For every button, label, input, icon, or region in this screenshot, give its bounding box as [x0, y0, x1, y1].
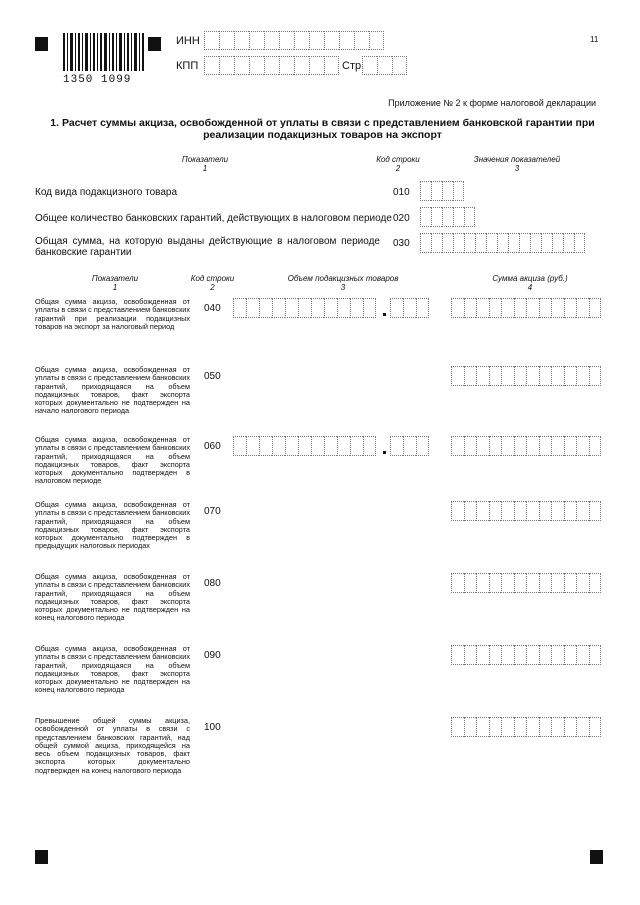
- row-020-label: Общее количество банковских гарантий, действующих в налоговом периоде: [35, 213, 392, 224]
- row-090-label: Общая сумма акциза, освобожденная от уплаты в связи с представлением банковских гарантий, приходящаяся на объем подакцизных товаров, факт экспорта которых документально не подтвержден на конец налогового периода: [35, 644, 190, 695]
- row-090-code: 090: [204, 650, 221, 661]
- kpp-label: КПП: [176, 60, 199, 72]
- page-number-cells[interactable]: [362, 56, 407, 75]
- section-title-line1: 1. Расчет суммы акциза, освобожденной от уплаты в связи с представлением банковской гарантии при: [50, 117, 595, 129]
- row-060-label: Общая сумма акциза, освобожденная от уплаты в связи с представлением банковских гарантий, приходящаяся на объем подакцизных товаров, факт экспорта которых документально подтвержден в налоговом периоде: [35, 435, 190, 486]
- row-060-sum-cells[interactable]: [451, 436, 601, 456]
- corner-marker-top-mid: [148, 37, 161, 51]
- barcode-number: 1350 1099: [63, 74, 132, 86]
- barcode: [63, 33, 145, 86]
- row-040-sum-cells[interactable]: [451, 298, 601, 318]
- row-050-sum-cells[interactable]: [451, 366, 601, 386]
- row-020-value-cells[interactable]: [420, 207, 475, 227]
- top-header-indicators: Показатели 1: [181, 155, 229, 173]
- row-100-sum-cells[interactable]: [451, 717, 601, 737]
- inn-cells[interactable]: [204, 31, 384, 50]
- bottom-header-code: Код строки 2: [190, 274, 235, 292]
- bottom-header-sum: Сумма акциза (руб.) 4: [492, 274, 568, 292]
- top-header-values: Значения показателей 3: [473, 155, 561, 173]
- row-040-volume-integer-cells[interactable]: [233, 298, 376, 318]
- row-070-code: 070: [204, 506, 221, 517]
- row-100-label: Превышение общей суммы акциза, освобожденной от уплаты в связи с представлением банковских гарантий, над общей суммой акциза, приходящейся на весь объем подакцизных товаров, факт экспорта которых документально подтвержден на конец налогового периода: [35, 716, 190, 775]
- row-060-code: 060: [204, 441, 221, 452]
- bottom-header-indicators: Показатели 1: [91, 274, 139, 292]
- row-040-volume-fraction-cells[interactable]: [390, 298, 429, 318]
- row-010-value-cells[interactable]: [420, 181, 464, 201]
- section-title-line2: реализации подакцизных товаров на экспорт: [203, 129, 442, 141]
- row-050-label: Общая сумма акциза, освобожденная от уплаты в связи с представлением банковских гарантий, приходящаяся на объем подакцизных товаров, факт экспорта которых документально не подтвержден на начало налогового периода: [35, 365, 190, 416]
- row-060-volume-integer-cells[interactable]: [233, 436, 376, 456]
- section-title: [40, 117, 605, 141]
- corner-marker-bottom-left: [35, 850, 48, 864]
- row-040-code: 040: [204, 303, 221, 314]
- page-number: 11: [590, 35, 599, 44]
- barcode-bars: [63, 33, 145, 71]
- row-060-volume-fraction-cells[interactable]: [390, 436, 429, 456]
- page-label: Стр.: [342, 60, 365, 72]
- row-010-code: 010: [393, 187, 410, 198]
- row-090-sum-cells[interactable]: [451, 645, 601, 665]
- row-010-label: Код вида подакцизного товара: [35, 187, 178, 198]
- appendix-note: Приложение № 2 к форме налоговой декларации: [388, 98, 596, 108]
- row-100-code: 100: [204, 722, 221, 733]
- decimal-point: [383, 451, 386, 454]
- bottom-header-volume: Объем подакцизных товаров 3: [287, 274, 399, 292]
- row-030-label: Общая сумма, на которую выданы действующие в налоговом периоде банковские гарантии: [35, 236, 380, 258]
- row-080-sum-cells[interactable]: [451, 573, 601, 593]
- row-040-label: Общая сумма акциза, освобожденная от уплаты в связи с представлением банковских гарантий при реализации подакцизных товаров на экспорт за налоговый период: [35, 297, 190, 331]
- row-080-code: 080: [204, 578, 221, 589]
- row-020-code: 020: [393, 213, 410, 224]
- row-050-code: 050: [204, 371, 221, 382]
- top-header-code: Код строки 2: [376, 155, 420, 173]
- corner-marker-top-left: [35, 37, 48, 51]
- inn-label: ИНН: [176, 35, 200, 47]
- row-080-label: Общая сумма акциза, освобожденная от уплаты в связи с представлением банковских гарантий, приходящаяся на объем подакцизных товаров, факт экспорта которых документально не подтвержден на конец налогового периода: [35, 572, 190, 623]
- row-030-code: 030: [393, 238, 410, 249]
- kpp-cells[interactable]: [204, 56, 339, 75]
- decimal-point: [383, 313, 386, 316]
- corner-marker-bottom-right: [590, 850, 603, 864]
- row-070-label: Общая сумма акциза, освобожденная от уплаты в связи с представлением банковских гарантий, приходящаяся на объем подакцизных товаров, факт экспорта которых документально подтвержден в предыдущих налоговых периодах: [35, 500, 190, 551]
- row-030-value-cells[interactable]: [420, 233, 585, 253]
- row-070-sum-cells[interactable]: [451, 501, 601, 521]
